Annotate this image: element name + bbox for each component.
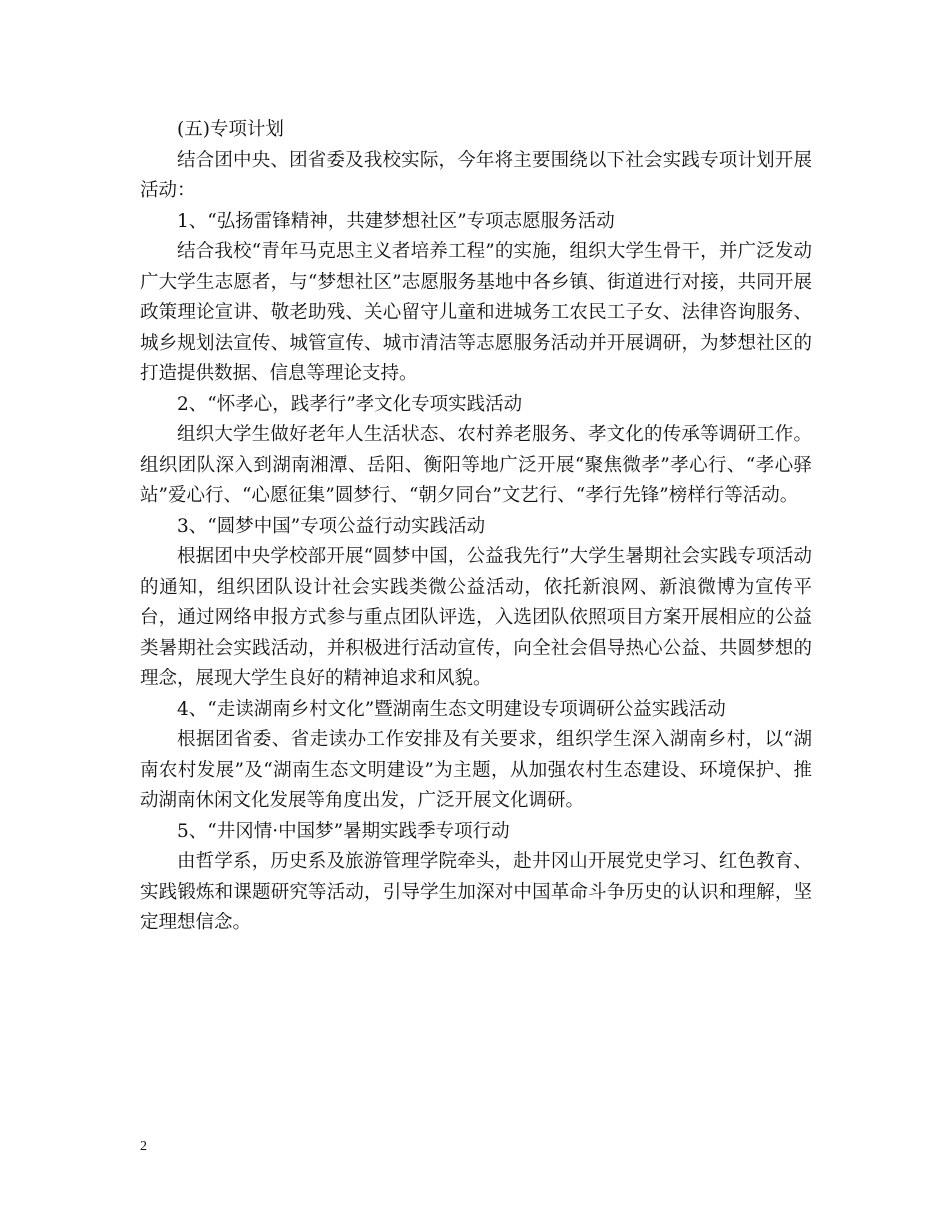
- item-1-paragraph: 结合我校“青年马克思主义者培养工程”的实施，组织大学生骨干，并广泛发动广大学生志愿者，与“梦想社区”志愿服务基地中各乡镇、街道进行对接，共同开展政策理论宣讲、敬老助残、关心留守儿童和进城务工农民工子女、法律咨询服务、城乡规划法宣传、城管宣传、城市清洁等志愿服务活动并开展调研，为梦想社区的打造提供数据、信息等理论支持。: [140, 241, 812, 384]
- item-1-heading: 1、“弘扬雷锋精神，共建梦想社区”专项志愿服务活动: [177, 210, 615, 232]
- item-2-heading: 2、“怀孝心，践孝行”孝文化专项实践活动: [177, 393, 523, 415]
- document-body: [140, 115, 812, 939]
- item-5-paragraph: 由哲学系，历史系及旅游管理学院牵头，赴井冈山开展党史学习、红色教育、实践锻炼和课题研究等活动，引导学生加深对中国革命斗争历史的认识和理解，坚定理想信念。: [140, 851, 812, 933]
- item-4-heading: 4、“走读湖南乡村文化”暨湖南生态文明建设专项调研公益实践活动: [177, 698, 726, 720]
- intro-paragraph: 结合团中央、团省委及我校实际，今年将主要围绕以下社会实践专项计划开展活动：: [140, 149, 812, 201]
- item-2-paragraph: 组织大学生做好老年人生活状态、农村养老服务、孝文化的传承等调研工作。组织团队深入到湖南湘潭、岳阳、衡阳等地广泛开展“聚焦微孝”孝心行、“孝心驿站”爱心行、“心愿征集”圆梦行、“朝夕同台”文艺行、“孝行先锋”榜样行等活动。: [140, 424, 812, 506]
- page-number: 2: [140, 1139, 147, 1154]
- item-3-heading: 3、“圆梦中国”专项公益行动实践活动: [177, 515, 486, 537]
- item-5-heading: 5、“井冈情·中国梦”暑期实践季专项行动: [177, 820, 510, 842]
- item-3-paragraph: 根据团中央学校部开展“圆梦中国，公益我先行”大学生暑期社会实践专项活动的通知，组织团队设计社会实践类微公益活动，依托新浪网、新浪微博为宣传平台，通过网络申报方式参与重点团队评选，入选团队依照项目方案开展相应的公益类暑期社会实践活动，并积极进行活动宣传，向全社会倡导热心公益、共圆梦想的理念，展现大学生良好的精神追求和风貌。: [140, 546, 812, 689]
- item-4-paragraph: 根据团省委、省走读办工作安排及有关要求，组织学生深入湖南乡村，以“湖南农村发展”及“湖南生态文明建设”为主题，从加强农村生态建设、环境保护、推动湖南休闲文化发展等角度出发，广泛开展文化调研。: [140, 729, 812, 811]
- section-heading: (五)专项计划: [177, 119, 284, 140]
